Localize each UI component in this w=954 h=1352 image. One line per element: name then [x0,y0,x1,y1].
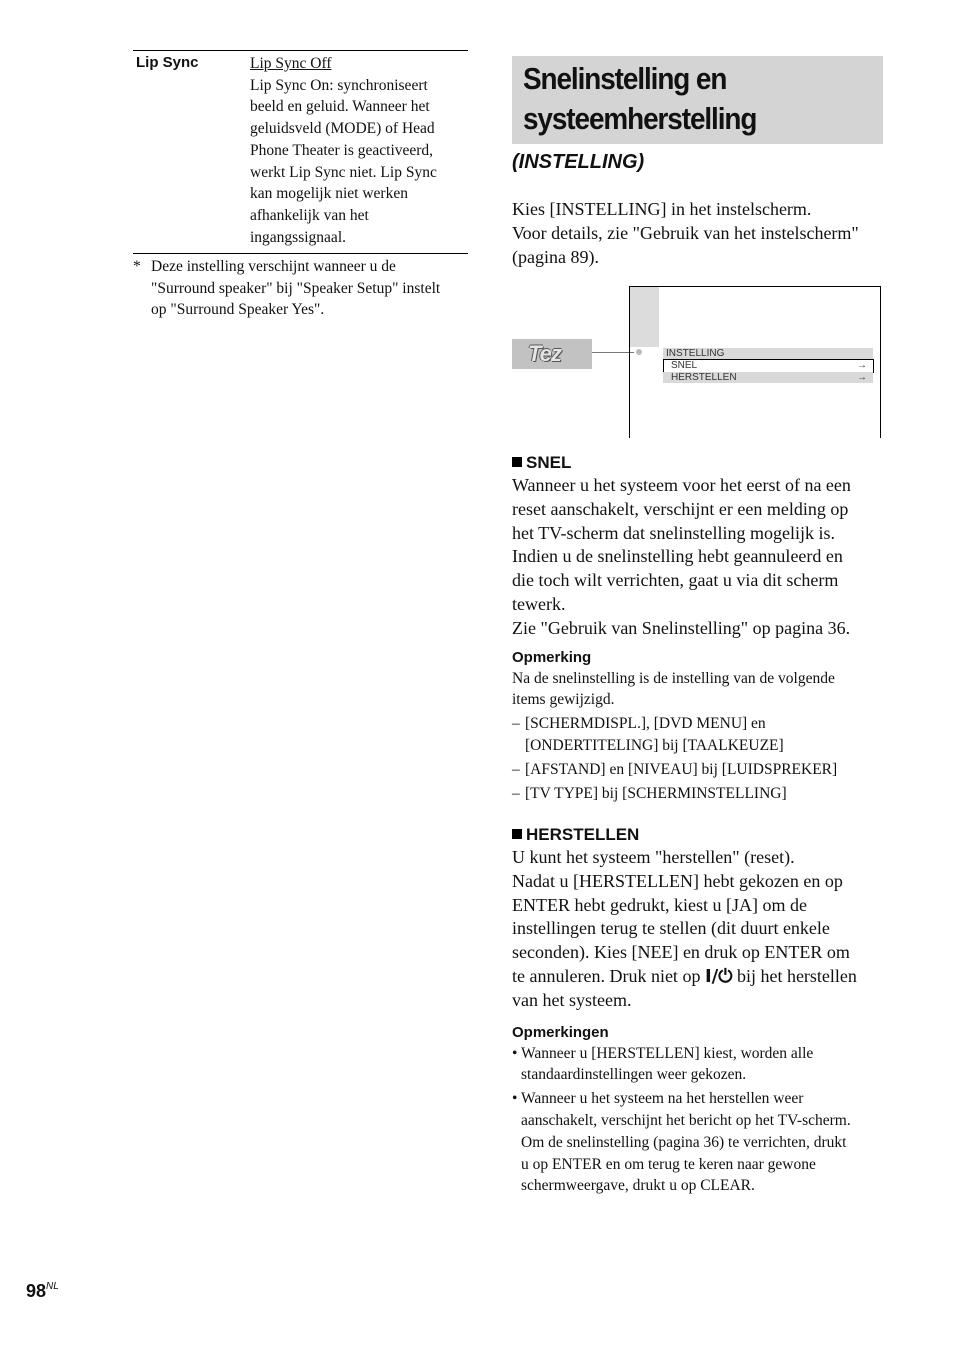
herstellen-heading [512,825,890,845]
footnote-line: op "Surround Speaker Yes". [151,301,325,318]
menu-header [663,348,873,359]
body-line: U kunt het systeem "herstellen" (reset). [512,847,795,867]
herstellen-notes-title: Opmerkingen [512,1023,609,1041]
desc-line: werkt Lip Sync niet. Lip Sync [250,163,437,181]
table-description [250,53,468,248]
desc-line: geluidsveld (MODE) of Head [250,120,435,138]
body-line: seconden). Kies [NEE] en druk op ENTER om [512,942,850,963]
footnote-line: Deze instelling verschijnt wanneer u de [151,258,396,275]
note-line: items gewijzigd. [512,691,615,709]
body-line: Zie "Gebruik van Snelinstelling" op pagina 36. [512,617,851,638]
page-number: $98^{NL}$ [26,1281,59,1301]
intro-line: Voor details, zie "Gebruik van het instelscherm" [512,222,859,243]
power-icon: I/⏻ [704,965,733,987]
screen-icon-strip [630,287,659,347]
table-bottom-rule [133,253,468,254]
section-heading-box [512,56,883,144]
footnote-marker: * [133,258,141,275]
setup-screen-figure [629,286,881,438]
menu-item-label: HERSTELLEN [671,372,737,383]
body-line: ENTER hebt gedrukt, kiest u [JA] om de [512,894,807,915]
bullet-list-item: • Wanneer u [HERSTELLEN] kiest, worden alle standaardinstellingen weer gekozen. [512,1044,814,1084]
herstellen-notes [512,1043,890,1198]
herstellen-heading-label: HERSTELLEN [526,825,640,844]
intro-line: (pagina 89). [512,246,599,267]
dash-list-item: – [SCHERMDISPL.], [DVD MENU] en [ONDERTITELING] bij [TAALKEUZE] [512,715,784,754]
body-line: Indien u de snelinstelling hebt geannuleerd en [512,546,843,567]
desc-line: kan mogelijk niet werken [250,185,408,203]
desc-line: Lip Sync On: synchroniseert [250,76,428,94]
herstellen-section [512,825,890,1197]
dash-list-item: – [AFSTAND] en [NIVEAU] bij [LUIDSPREKER] [512,760,838,778]
menu-item-label: SNEL [671,360,698,371]
body-line: te annuleren. Druk niet op I/⏻ bij het herstellen [512,965,857,987]
icon-connector-line [592,352,634,353]
desc-line: ingangssignaal. [250,228,346,246]
note-line: Na de snelinstelling is de instelling van de volgende [512,669,835,687]
section-subheading: (INSTELLING) [512,151,645,173]
snel-heading-label: SNEL [526,453,572,472]
body-line: Wanneer u het systeem voor het eerst of na een [512,475,851,495]
setup-icon [512,339,592,369]
snel-body [512,474,887,641]
square-bullet-icon [512,829,522,839]
menu-item-snel[interactable] [663,359,874,373]
menu-header-label: INSTELLING [666,348,725,359]
screen-selector-dot [636,349,642,355]
body-line: die toch wilt verrichten, gaat u via dit scherm [512,570,839,591]
table-top-rule [133,50,468,51]
herstellen-body [512,846,890,1013]
page-language-suffix: NL [46,1281,59,1292]
intro-line: Kies [INSTELLING] in het instelscherm. [512,199,812,219]
desc-line: beeld en geluid. Wanneer het [250,98,430,116]
body-line: tewerk. [512,593,566,614]
desc-line: Phone Theater is geactiveerd, [250,141,434,159]
square-bullet-icon [512,457,522,467]
snel-section [512,453,887,804]
snel-note-title: Opmerking [512,648,592,666]
section-title [523,59,892,139]
body-line: Nadat u [HERSTELLEN] hebt gekozen en op [512,870,843,891]
bullet-list-item: • Wanneer u het systeem na het herstellen weer aanschakelt, verschijnt het bericht op het TV-scherm. Om de snelinstelling (pagina 36) te verrichten, drukt u op ENTER en om terug te keren naar gewone schermweergave, drukt u op CLEAR. [512,1090,851,1195]
setup-icon-glyph: Tez [528,341,561,366]
arrow-right-icon: → [857,372,867,383]
section-title-line: Snelinstelling en [523,61,727,96]
body-line: van het systeem. [512,989,632,1010]
footnote-line: "Surround speaker" bij "Speaker Setup" instelt [151,279,441,297]
body-line: instellingen terug te stellen (dit duurt enkele [512,918,830,939]
section-title-line: systeemherstelling [523,101,757,136]
table-term: Lip Sync [136,54,199,71]
lip-sync-off-option: Lip Sync Off [250,55,332,72]
snel-note [512,668,887,805]
intro-paragraph [512,198,887,269]
body-line: reset aanschakelt, verschijnt er een melding op [512,498,849,519]
dash-list-item: – [TV TYPE] bij [SCHERMINSTELLING] [512,784,787,802]
menu-item-herstellen[interactable] [663,372,873,383]
desc-line: afhankelijk van het [250,206,369,224]
body-line: het TV-scherm dat snelinstelling mogelijk is. [512,522,835,543]
arrow-right-icon: → [857,360,867,371]
snel-heading [512,453,887,473]
